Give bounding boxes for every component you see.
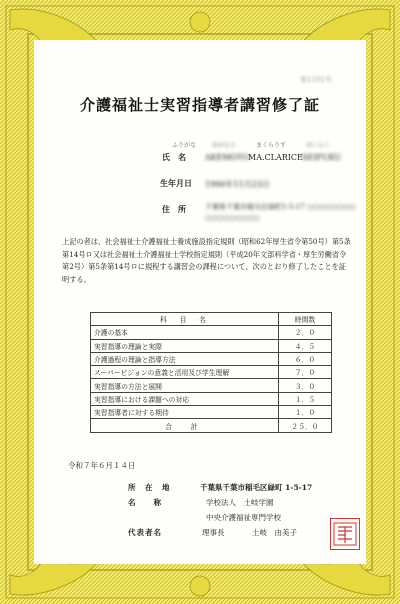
total-hours: ２５．０ [279, 419, 332, 432]
certificate-title: 介護福祉士実習指導者講習修了証 [79, 96, 320, 114]
table-header-row [91, 313, 332, 326]
total-label: 合 計 [91, 419, 279, 432]
hours-cell: ２．０ [279, 326, 332, 339]
subject-cell: 実習指導の方法と展開 [91, 379, 279, 392]
hours-cell: ６．０ [279, 352, 332, 365]
hours-cell: ３．０ [279, 379, 332, 392]
name-suffix: SEIFUKU [302, 153, 342, 162]
hours-cell: ７．０ [279, 366, 332, 379]
subject-cell: 実習指導における課題への対応 [91, 392, 279, 405]
subject-cell: 実習指導者に対する期待 [91, 406, 279, 419]
representative-name: 土岐 由美子 [252, 528, 297, 537]
issuer-name-line2: 中央介護福祉専門学校 [206, 513, 281, 522]
hours-cell: １．５ [279, 392, 332, 405]
table-row [91, 352, 332, 365]
table-row [91, 379, 332, 392]
representative-title: 理事長 [202, 528, 225, 537]
issuer-address-label: 所 在 地 [128, 483, 171, 492]
table-row [91, 392, 332, 405]
name-prefix: AKEMOTO [205, 153, 250, 162]
hours-cell: １．０ [279, 406, 332, 419]
hours-cell: ４．５ [279, 339, 332, 352]
name-label: 氏 名 [162, 152, 186, 162]
birthdate-label: 生年月日 [160, 178, 192, 188]
address-value-2: ○○○○○○○○○ [205, 214, 260, 222]
subject-cell: 介護の基本 [91, 326, 279, 339]
column-header-hours: 時間数 [279, 313, 332, 326]
issuer-address: 千葉県千葉市稲毛区緑町 1-5-17 [200, 483, 313, 492]
table-total-row [91, 419, 332, 432]
subject-cell: 実習指導の理論と実際 [91, 339, 279, 352]
subject-cell: 介護過程の理論と指導方法 [91, 352, 279, 365]
table-row [91, 339, 332, 352]
furigana-prefix: あかもと [212, 142, 237, 149]
address-label: 住 所 [162, 204, 186, 214]
address-value: 千葉県千葉市稲毛区緑町1-5-17 ○○○○○○○○ [205, 203, 356, 211]
certificate-number: 第1101号 [300, 76, 332, 84]
table-row [91, 366, 332, 379]
table-row [91, 326, 332, 339]
subject-cell: スーパービジョンの意義と活用及び学生理解 [91, 366, 279, 379]
table-row [91, 406, 332, 419]
column-header-subject: 科 目 名 [91, 313, 279, 326]
furigana-label: ふりがな [172, 142, 197, 149]
seal-mark [332, 521, 358, 547]
name-main: MA.CLARICE [248, 153, 303, 162]
furigana-family: せいふく [306, 142, 331, 149]
representative-label: 代表者名 [128, 528, 162, 537]
birthdate-value: 1990年11月23日 [205, 180, 270, 189]
issue-date: 令和７年６月１４日 [68, 461, 136, 470]
issuer-name-label: 名 称 [128, 498, 162, 507]
certificate-body-text: 上記の者は、社会福祉士介護福祉士養成施設指定規則（昭和62年厚生省令第50号）第5条第14号ロ又は社会福祉士介護福祉士学校指定規則（平成20年文部科学省・厚生労働省令第2号）第5条第14号ロに規程する講習会の課程について、次のとおり修了したことを証明する。 [62, 237, 351, 284]
issuer-name-line1: 学校法人 土岐学園 [206, 498, 274, 507]
subject-hours-table [90, 312, 332, 433]
official-seal-stamp [330, 518, 360, 550]
furigana-given: まくらりす [256, 142, 287, 149]
